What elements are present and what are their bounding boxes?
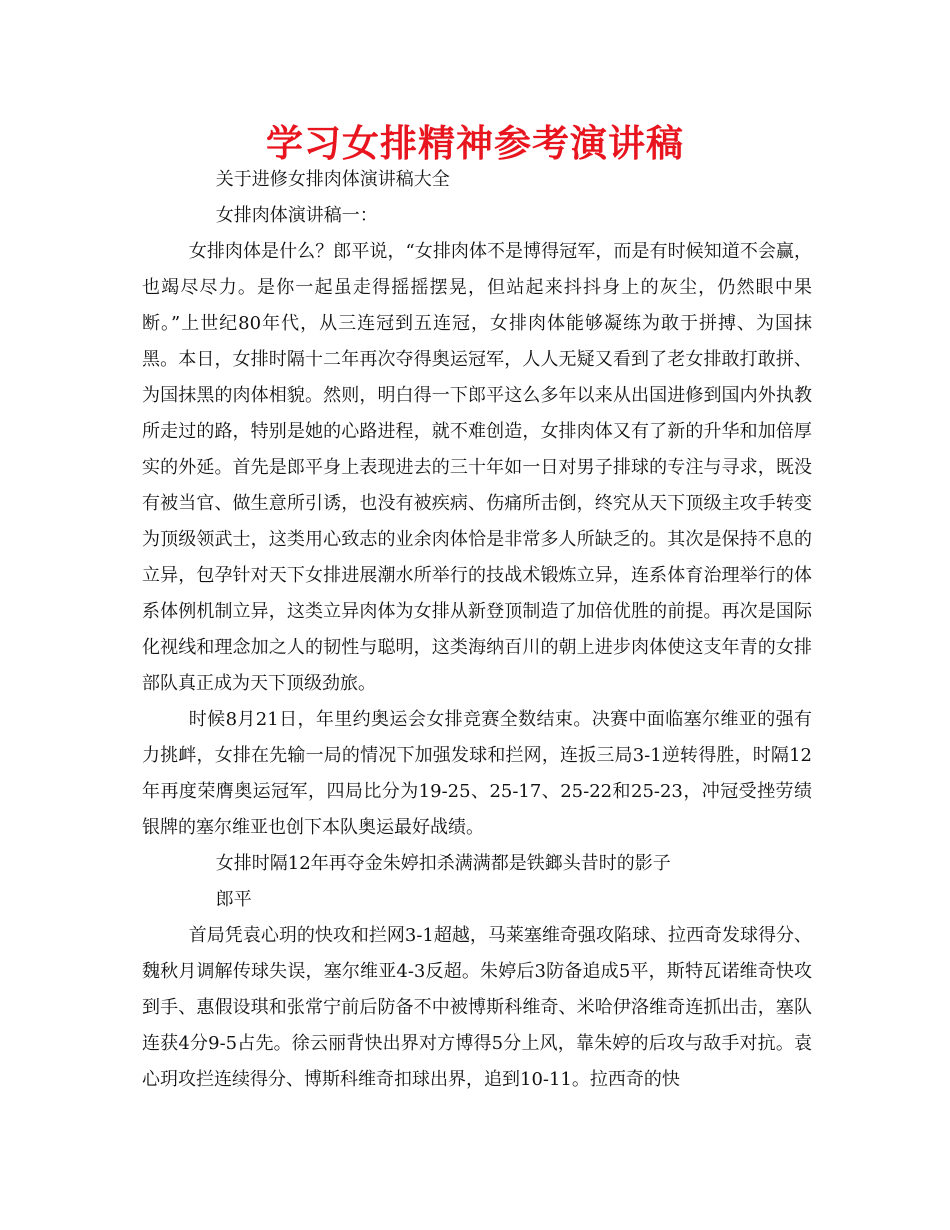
document-body xyxy=(142,162,812,1098)
document-title: 学习女排精神参考演讲稿 xyxy=(266,122,684,165)
body-paragraph: 首局凭袁心玥的快攻和拦网3-1超越，马莱塞维奇强攻陷球、拉西奇发球得分、魏秋月调解传球失误，塞尔维亚4-3反超。朱婷后3防备追成5平，斯特瓦诺维奇快攻到手、惠假设琪和张常宁前后防备不中被博斯科维奇、米哈伊洛维奇连抓出击，塞队连获4分9-5占先。徐云丽背快出界对方博得5分上风，靠朱婷的后攻与敌手对抗。袁心玥攻拦连续得分、博斯科维奇扣球出界，追到10-11。拉西奇的快 xyxy=(142,925,812,1090)
subtitle-paragraph: 关于进修女排肉体演讲稿大全 xyxy=(215,169,450,190)
body-paragraph: 女排肉体是什么？郎平说，“女排肉体不是博得冠军，而是有时候知道不会赢，也竭尽尽力。是你一起虽走得摇摇摆晃，但站起来抖抖身上的灰尘，仍然眼中果断。”上世纪80年代，从三连冠到五连冠，女排肉体能够凝练为敢于拼搏、为国抹黑。本日，女排时隔十二年再次夺得奥运冠军，人人无疑又看到了老女排敢打敢拼、为国抹黑的肉体相貌。然则，明白得一下郎平这么多年以来从出国进修到国内外执教所走过的路，特别是她的心路进程，就不难创造，女排肉体又有了新的升华和加倍厚实的外延。首先是郎平身上表现进去的三十年如一日对男子排球的专注与寻求，既没有被当官、做生意所引诱，也没有被疾病、伤痛所击倒，终究从天下顶级主攻手转变为顶级领武士，这类用心致志的业余肉体恰是非常多人所缺乏的。其次是保持不息的立异，包孕针对天下女排进展潮水所举行的技战术锻炼立异，连系体育治理举行的体系体例机制立异，这类立异肉体为女排从新登顶制造了加倍优胜的前提。再次是国际化视线和理念加之人的韧性与聪明，这类海纳百川的朝上进步肉体使这支年青的女排部队真正成为天下顶级劲旅。 xyxy=(142,241,812,694)
news-headline: 女排时隔12年再夺金朱婷扣杀满满都是铁鎯头昔时的影子 xyxy=(215,853,671,874)
body-paragraph: 时候8月21日，年里约奥运会女排竞赛全数结束。决赛中面临塞尔维亚的强有力挑衅，女排在先输一局的情况下加强发球和拦网，连扳三局3-1逆转得胜，时隔12年再度荣膺奥运冠军，四局比分为19-25、25-17、25-22和25-23，冲冠受挫劳绩银牌的塞尔维亚也创下本队奥运最好战绩。 xyxy=(142,709,812,838)
section-heading: 女排肉体演讲稿一： xyxy=(215,205,378,226)
byline: 郎平 xyxy=(215,889,252,910)
